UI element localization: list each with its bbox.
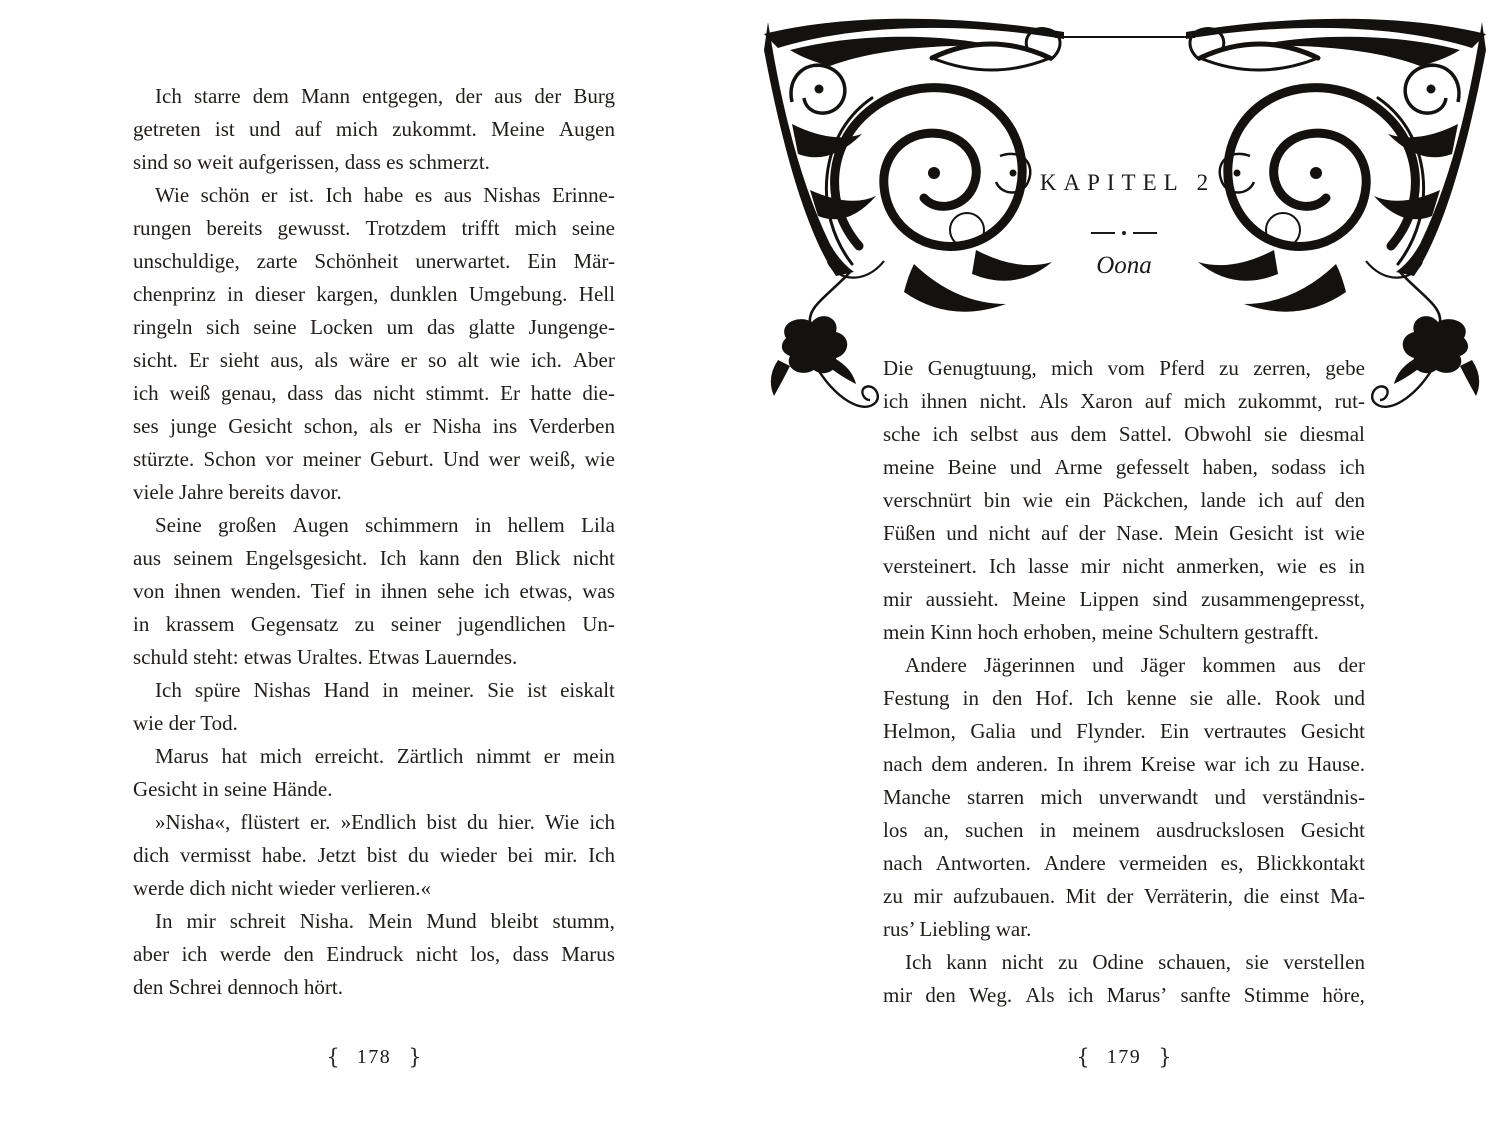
left-page-number [274,1046,474,1069]
paragraph [883,649,1365,946]
text-line: dich vermisst habe. Jetzt bist du wieder bei mir. Ich [133,843,615,867]
text-line: aus seinem Engelsgesicht. Ich kann den Blick nicht [133,546,615,570]
text-line: Ich kann nicht zu Odine schauen, sie verstellen [905,950,1365,974]
text-line: Die Genugtuung, mich vom Pferd zu zerren, gebe [883,356,1365,380]
text-line: Gesicht in seine Hände. [133,777,333,801]
text-line: ich ihnen nicht. Als Xaron auf mich zukommt, rut- [883,389,1365,413]
paragraph [133,80,615,179]
text-line: Wie schön er ist. Ich habe es aus Nishas Erinne- [155,183,615,207]
text-line: von ihnen wenden. Tief in ihnen sehe ich etwas, was [133,579,615,603]
text-line: ich weiß genau, dass das nicht stimmt. Er hatte die- [133,381,615,405]
text-line: sicht. Er sieht aus, als wäre er so alt wie ich. Aber [133,348,615,372]
text-line: ses junge Gesicht schon, als er Nisha ins Verderben [133,414,615,438]
text-line: Ich starre dem Mann entgegen, der aus der Burg [155,84,615,108]
text-line: werde dich nicht wieder verlieren.« [133,876,431,900]
text-line: Füßen und nicht auf der Nase. Mein Gesicht ist wie [883,521,1365,545]
page-number-brace-left-icon: { [1076,1045,1090,1069]
text-line: in krassem Gegensatz zu seiner jugendlichen Un- [133,612,615,636]
text-line: nach Antworten. Andere vermeiden es, Blickkontakt [883,851,1365,875]
paragraph [883,946,1365,1012]
text-line: getreten ist und auf mich zukommt. Meine Augen [133,117,615,141]
paragraph [133,674,615,740]
text-line: versteinert. Ich lasse mir nicht anmerken, wie es in [883,554,1365,578]
divider-dot [1122,231,1126,235]
text-line: unschuldige, zarte Schönheit unerwartet. Ein Mär- [133,249,615,273]
text-line: mir den Weg. Als ich Marus’ sanfte Stimme höre, [883,983,1365,1007]
text-line: ringeln sich seine Locken um das glatte Jungenge- [133,315,615,339]
text-line: Festung in den Hof. Ich kenne sie alle. Rook und [883,686,1365,710]
text-line: aber ich werde den Eindruck nicht los, dass Marus [133,942,615,966]
text-line: verschnürt bin wie ein Päckchen, lande ich auf den [883,488,1365,512]
text-line: mir aussieht. Meine Lippen sind zusammengepresst, [883,587,1365,611]
page-number-value: 178 [356,1046,392,1068]
text-line: viele Jahre bereits davor. [133,480,342,504]
page-number-brace-right-icon: } [408,1045,422,1069]
page-number-value: 179 [1106,1046,1142,1068]
paragraph [133,179,615,509]
text-line: In mir schreit Nisha. Mein Mund bleibt stumm, [155,909,615,933]
chapter-heading: KAPITEL 2 [1039,170,1216,195]
text-line: Andere Jägerinnen und Jäger kommen aus der [905,653,1365,677]
text-line: wie der Tod. [133,711,238,735]
paragraph [883,352,1365,649]
left-page-body-text [133,80,615,1004]
divider-dash [1133,232,1157,234]
chapter-divider-ornament-icon [883,226,1365,240]
text-line: los an, suchen in meinem ausdruckslosen Gesicht [883,818,1365,842]
text-line: rus’ Liebling war. [883,917,1032,941]
text-line: »Nisha«, flüstert er. »Endlich bist du hier. Wie ich [155,810,615,834]
text-line: Marus hat mich erreicht. Zärtlich nimmt er mein [155,744,615,768]
text-line: meine Beine und Arme gefesselt haben, sodass ich [883,455,1365,479]
text-line: Manche starren mich unverwandt und verständnis- [883,785,1365,809]
right-page-number [1024,1046,1224,1069]
page-number-brace-left-icon: { [326,1045,340,1069]
page-number-brace-right-icon: } [1158,1045,1172,1069]
text-line: stürzte. Schon vor meiner Geburt. Und wer weiß, wie [133,447,615,471]
text-line: rungen bereits gewusst. Trotzdem trifft mich seine [133,216,615,240]
text-line: zu mir aufzubauen. Mit der Verräterin, die einst Ma- [883,884,1365,908]
text-line: schuld steht: etwas Uraltes. Etwas Lauerndes. [133,645,518,669]
text-line: sche ich selbst aus dem Sattel. Obwohl sie diesmal [883,422,1365,446]
chapter-subtitle: Oona [1096,252,1152,279]
paragraph [133,509,615,674]
text-line: chenprinz in dieser kargen, dunklen Umgebung. Hell [133,282,615,306]
text-line: nach dem anderen. In ihrem Kreise war ich zu Hause. [883,752,1365,776]
text-line: Helmon, Galia und Flynder. Ein vertrautes Gesicht [883,719,1365,743]
paragraph [133,740,615,806]
text-line: Seine großen Augen schimmern in hellem Lila [155,513,615,537]
right-page-body-text [883,352,1365,1012]
paragraph [133,806,615,905]
text-line: den Schrei dennoch hört. [133,975,343,999]
divider-dash [1091,232,1115,234]
text-line: sind so weit aufgerissen, dass es schmerzt. [133,150,490,174]
text-line: mein Kinn hoch erhoben, meine Schultern gestrafft. [883,620,1319,644]
paragraph [133,905,615,1004]
text-line: Ich spüre Nishas Hand in meiner. Sie ist eiskalt [155,678,615,702]
